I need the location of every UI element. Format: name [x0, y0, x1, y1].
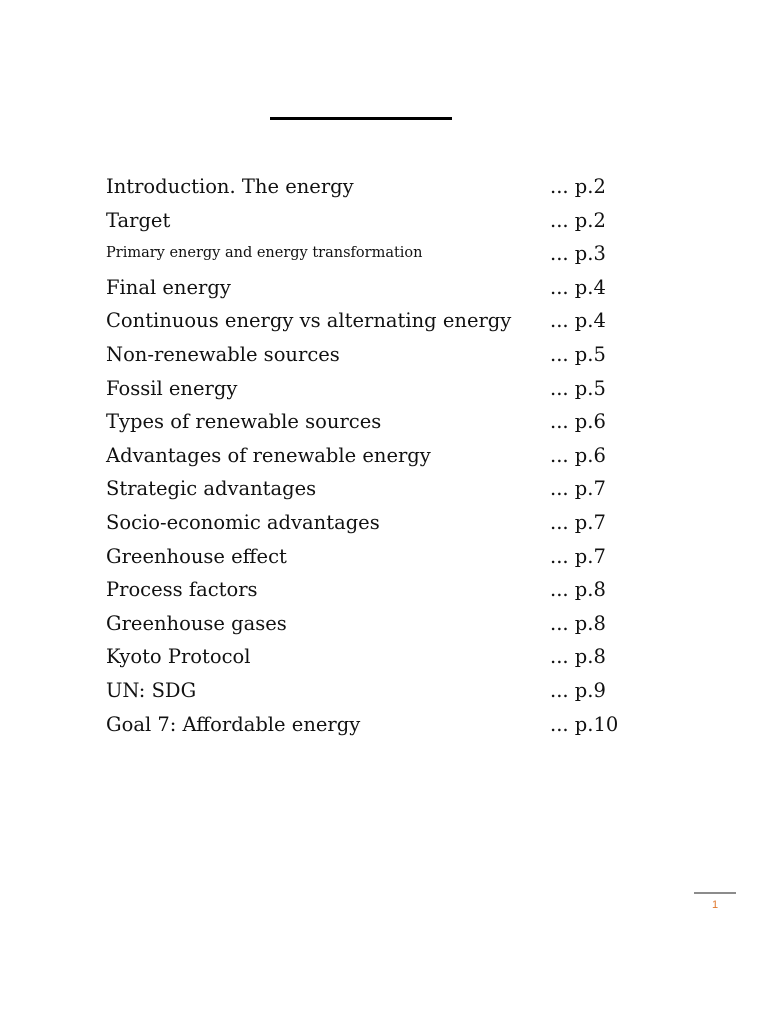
toc-entry: [106, 237, 666, 271]
toc-entry-title: Continuous energy vs alternating energy: [106, 309, 512, 333]
toc-entry-title: Types of renewable sources: [106, 410, 382, 434]
toc-entry-page: ... p.5: [550, 376, 606, 400]
toc-entry: [106, 304, 666, 338]
toc-entry: [106, 674, 666, 708]
toc-entry-title: Primary energy and energy transformation: [106, 245, 423, 262]
toc-entry-page: ... p.8: [550, 611, 606, 635]
toc-entry-page: ... p.10: [550, 712, 619, 736]
toc-entry-page: ... p.7: [550, 510, 606, 534]
toc-entry-page: ... p.8: [550, 578, 606, 602]
table-of-contents: [106, 170, 666, 741]
toc-entry-title: Non-renewable sources: [106, 342, 340, 366]
toc-entry: [106, 439, 666, 473]
toc-entry-page: ... p.6: [550, 410, 606, 434]
footer-divider: [694, 892, 736, 894]
toc-entry-page: ... p.6: [550, 443, 606, 467]
toc-entry-title: Fossil energy: [106, 376, 238, 400]
toc-entry-page: ... p.5: [550, 342, 606, 366]
toc-entry: [106, 271, 666, 305]
toc-entry: [106, 708, 666, 742]
toc-entry: [106, 573, 666, 607]
toc-entry: [106, 472, 666, 506]
toc-entry: [106, 640, 666, 674]
toc-entry-title: Strategic advantages: [106, 477, 317, 501]
toc-entry-title: Greenhouse gases: [106, 611, 287, 635]
toc-entry: [106, 204, 666, 238]
toc-entry-page: ... p.8: [550, 645, 606, 669]
toc-entry-page: ... p.4: [550, 275, 606, 299]
toc-entry-page: ... p.7: [550, 544, 606, 568]
toc-entry-title: Target: [106, 208, 171, 232]
toc-entry-title: Greenhouse effect: [106, 544, 287, 568]
toc-entry-page: ... p.7: [550, 477, 606, 501]
toc-entry-title: Kyoto Protocol: [106, 645, 251, 669]
toc-entry: [106, 405, 666, 439]
toc-entry-page: ... p.9: [550, 678, 606, 702]
toc-entry: [106, 372, 666, 406]
toc-entry-title: Socio-economic advantages: [106, 510, 380, 534]
toc-entry-title: Process factors: [106, 578, 258, 602]
toc-entry-page: ... p.4: [550, 309, 606, 333]
page-number: 1: [711, 899, 719, 911]
toc-entry-page: ... p.2: [550, 175, 606, 198]
toc-entry-page: ... p.3: [550, 242, 606, 266]
toc-entry-title: Final energy: [106, 275, 231, 299]
toc-entry: [106, 170, 666, 204]
toc-entry: [106, 338, 666, 372]
toc-entry-page: ... p.2: [550, 208, 606, 232]
toc-entry-title: UN: SDG: [106, 678, 197, 702]
title-underline: [270, 117, 452, 120]
toc-entry-title: Advantages of renewable energy: [106, 443, 431, 467]
toc-entry: [106, 607, 666, 641]
toc-entry-title: Introduction. The energy: [106, 175, 354, 198]
toc-entry: [106, 540, 666, 574]
toc-entry-title: Goal 7: Affordable energy: [106, 712, 361, 736]
toc-entry: [106, 506, 666, 540]
